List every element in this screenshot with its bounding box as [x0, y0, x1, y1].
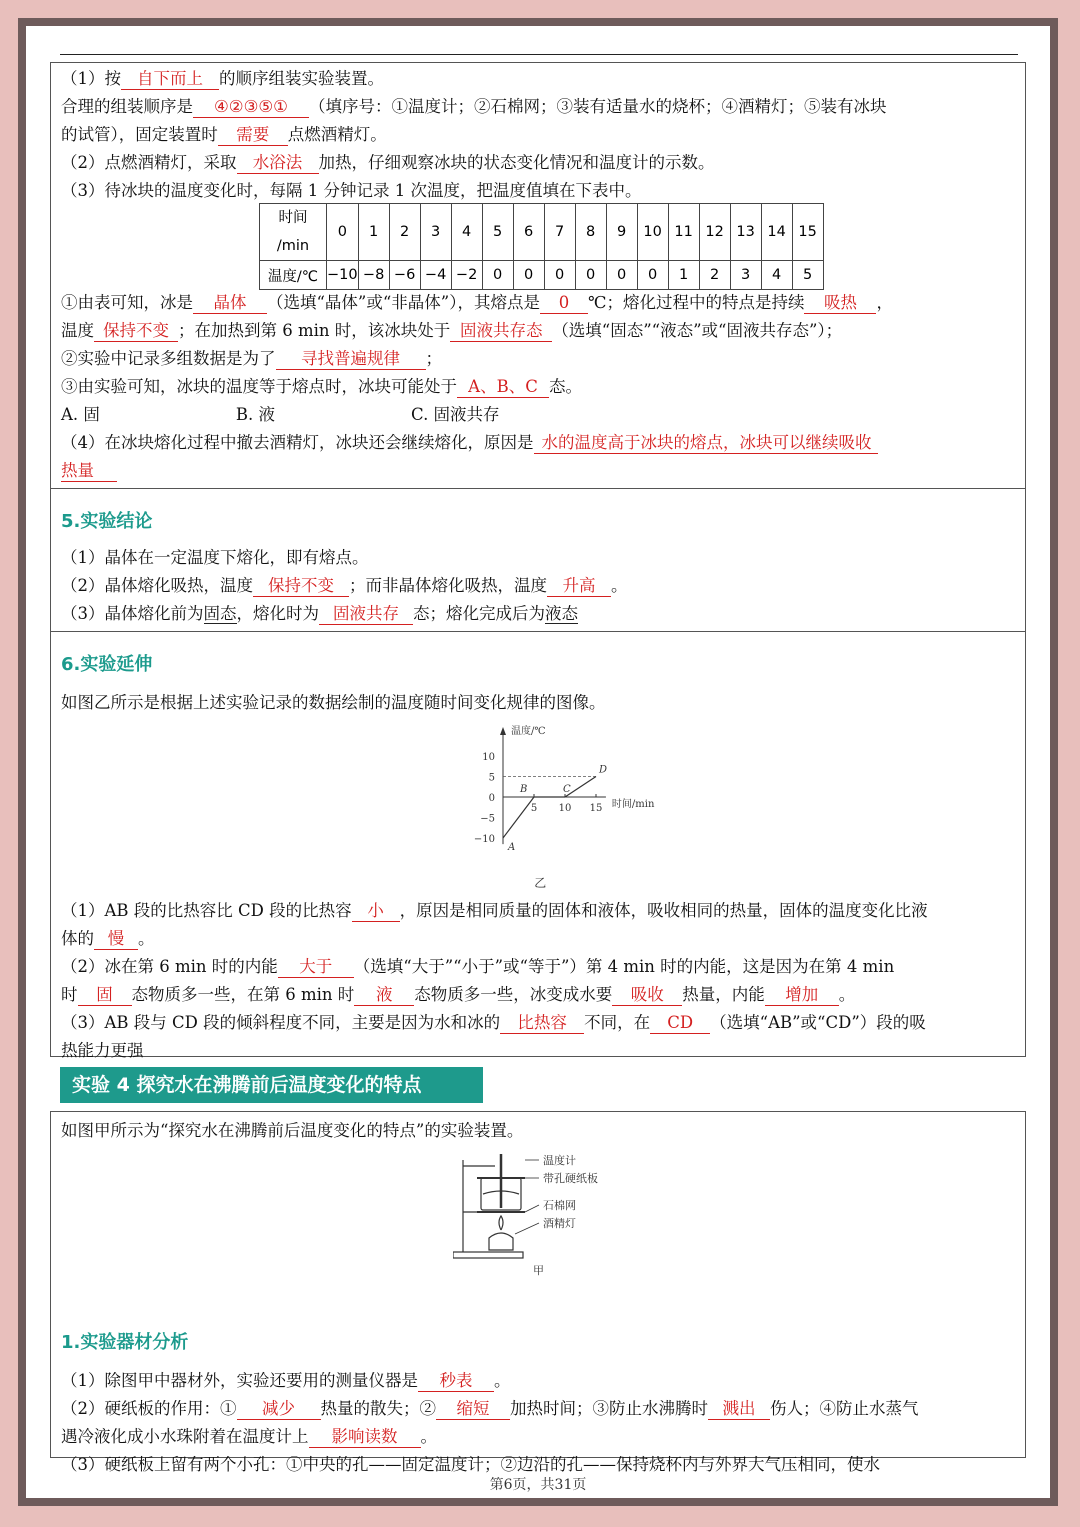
x-tick-label: 5	[530, 803, 538, 814]
time-cell: 11	[668, 204, 699, 261]
step-3-line	[61, 180, 641, 202]
answer: 自下而上	[121, 69, 219, 90]
conclusion-1: （1）晶体在一定温度下熔化，即有熔点。	[61, 548, 369, 567]
ext-q2-2	[61, 984, 855, 1006]
text: 。	[611, 576, 628, 595]
time-cell: 9	[606, 204, 637, 261]
label-thermometer: 温度计	[543, 1154, 576, 1167]
ext-q1-2	[61, 928, 155, 950]
option-b: B. 液	[235, 405, 276, 424]
text: 温度	[61, 321, 94, 340]
text: （选填“AB”或“CD”）段的吸	[710, 1013, 926, 1032]
header-rule	[60, 54, 1018, 55]
answer: 晶体	[193, 293, 267, 314]
temp-cell: 3	[730, 261, 761, 290]
time-cell: 7	[544, 204, 575, 261]
y-tick-label: 0	[488, 793, 495, 804]
text: （2）冰在第 6 min 时的内能	[61, 957, 278, 976]
text: ；而非晶体熔化吸热，温度	[349, 576, 547, 595]
point-label: A	[508, 842, 516, 853]
text: 不同，在	[584, 1013, 651, 1032]
answer: 大于	[278, 957, 354, 978]
text: 合理的组装顺序是	[61, 97, 193, 116]
y-tick-label: 5	[488, 772, 495, 784]
answer: ④②③⑤①	[193, 97, 309, 118]
answer: 慢	[94, 929, 138, 950]
figure-caption: 甲	[533, 1264, 544, 1277]
section-title: 1.实验器材分析	[61, 1332, 189, 1353]
time-cell: 10	[637, 204, 668, 261]
answer: 减少	[237, 1399, 321, 1420]
time-cell: 13	[730, 204, 761, 261]
text: （1）除图甲中器材外，实验还要用的测量仪器是	[61, 1371, 418, 1390]
chart-marks	[503, 765, 607, 891]
temp-cell: −2	[451, 261, 482, 290]
text: ，原因是相同质量的固体和液体，吸收相同的热量，固体的温度变化比液	[399, 901, 928, 920]
y-axis-label: 温度/℃	[511, 726, 546, 737]
answer: 固液共存	[319, 604, 413, 625]
text: 态。	[549, 377, 582, 396]
time-cell: 6	[513, 204, 544, 261]
text: 态物质多一些，在第 6 min 时	[131, 985, 355, 1004]
time-row	[260, 204, 824, 261]
text: 点燃酒精灯。	[287, 125, 387, 144]
temp-row	[260, 261, 824, 290]
experiment-steps-box	[50, 62, 1026, 489]
text: 。	[838, 985, 856, 1004]
answer: 固	[78, 985, 132, 1006]
temp-cell: −8	[358, 261, 389, 290]
option-c: C. 固液共存	[411, 405, 500, 424]
answer: 保持不变	[253, 576, 349, 597]
x-tick-label: 15	[589, 803, 603, 814]
text: （选填“大于”“小于”或“等于”）第 4 min 时的内能，这是因为在第 4 min	[353, 957, 895, 976]
underlined: 固态	[203, 604, 237, 623]
intro-text: 如图乙所示是根据上述实验记录的数据绘制的温度随时间变化规律的图像。	[61, 693, 606, 712]
section-title: 6.实验延伸	[61, 654, 153, 675]
text: 态物质多一些，冰变成水要	[414, 985, 613, 1004]
text: 遇冷液化成小水珠附着在温度计上	[61, 1427, 309, 1446]
text: （2）点燃酒精灯，采取	[61, 153, 237, 172]
text: ；在加热到第 6 min 时，该冰块处于	[178, 321, 451, 340]
text: 热量，内能	[682, 985, 765, 1004]
answer: 溅出	[708, 1399, 770, 1420]
temp-cell: −4	[420, 261, 451, 290]
time-cell: 5	[482, 204, 513, 261]
q1-line	[61, 292, 893, 314]
answer: 小	[352, 901, 400, 922]
text: ，	[876, 293, 893, 312]
y-tick-label: −5	[480, 813, 495, 825]
flame	[499, 1216, 503, 1230]
answer: 比热容	[500, 1013, 584, 1034]
text: （2）硬纸板的作用：①	[61, 1399, 237, 1418]
text: ，熔化时为	[236, 604, 319, 623]
answer: 吸收	[612, 985, 682, 1006]
temp-cell: −10	[327, 261, 359, 290]
text: （2）晶体熔化吸热，温度	[61, 576, 253, 595]
time-cell: 12	[699, 204, 730, 261]
text: 态；熔化完成后为	[413, 604, 545, 623]
text: ①由表可知，冰是	[61, 293, 193, 312]
y-tick-label: 10	[482, 752, 495, 763]
point-label: C	[563, 784, 571, 795]
alcohol-lamp	[489, 1233, 513, 1250]
extension-box	[50, 631, 1026, 1060]
text: （填序号：①温度计；②石棉网；③装有适量水的烧杯；④酒精灯；⑤装有冰块	[309, 97, 887, 116]
temp-cell: 0	[606, 261, 637, 290]
q4-line	[61, 432, 878, 454]
temp-cell: 2	[699, 261, 730, 290]
text: 体的	[61, 929, 94, 948]
equip-q2	[61, 1398, 919, 1420]
answer: 吸热	[804, 293, 876, 314]
chart-caption: 乙	[534, 876, 547, 890]
time-label: 时间	[278, 210, 308, 226]
min-label: /min	[276, 238, 310, 254]
answer: 固液共存态	[450, 321, 552, 342]
temp-cell: 0	[575, 261, 606, 290]
underlined: 液态	[545, 604, 578, 623]
x-axis-label: 时间/min	[611, 799, 655, 810]
time-cell: 0	[327, 204, 359, 261]
answer: 升高	[547, 576, 611, 597]
answer: 需要	[218, 125, 288, 146]
equip-q1	[61, 1370, 511, 1392]
option-a: A. 固	[61, 405, 100, 424]
options-line	[61, 404, 500, 426]
series-segment	[503, 797, 534, 838]
stand-base	[453, 1252, 523, 1258]
step-1-line	[61, 68, 384, 90]
intro-text: 如图甲所示为“探究水在沸腾前后温度变化的特点”的实验装置。	[61, 1121, 524, 1140]
ext-q1	[61, 900, 928, 922]
text: 。	[420, 1427, 437, 1446]
answer: A、B、C	[457, 377, 549, 398]
text: 加热时间；③防止水沸腾时	[510, 1399, 708, 1418]
temp-header: 温度/℃	[260, 261, 327, 290]
temp-cell: 0	[637, 261, 668, 290]
step-order-line	[61, 96, 887, 118]
temperature-time-chart	[411, 722, 671, 892]
text: （3）待冰块的温度变化时，每隔 1 分钟记录 1 次温度，把温度值填在下表中。	[61, 181, 642, 200]
text: 。	[138, 929, 155, 948]
text: 的顺序组装实验装置。	[219, 69, 384, 88]
time-cell: 15	[792, 204, 823, 261]
temp-cell: 0	[482, 261, 513, 290]
q2-line	[61, 348, 442, 370]
answer: 缩短	[436, 1399, 510, 1420]
ext-q3-2: 热能力更强	[61, 1041, 144, 1060]
point-label: B	[520, 784, 528, 795]
conclusion-2	[61, 575, 628, 597]
text: （1）按	[61, 69, 121, 88]
answer: 液	[354, 985, 414, 1006]
text: ；	[425, 349, 442, 368]
text: （3）AB 段与 CD 段的倾斜程度不同，主要是因为水和冰的	[61, 1013, 501, 1032]
text: ②实验中记录多组数据是为了	[61, 349, 276, 368]
point-label: D	[599, 764, 608, 776]
q3-line	[61, 376, 582, 398]
page-footer: 第6页，共31页	[489, 1477, 587, 1493]
leader-lamp	[515, 1223, 539, 1234]
answer: CD	[650, 1013, 710, 1034]
step-2-line	[61, 152, 715, 174]
text: ℃；熔化过程中的特点是持续	[588, 293, 805, 312]
temp-cell: 0	[544, 261, 575, 290]
text: （选填“固态”“液态”或“固液共存态”）；	[552, 321, 843, 340]
page	[26, 26, 1050, 1498]
leader-gauze	[525, 1205, 539, 1212]
boiling-apparatus-figure	[453, 1150, 653, 1280]
text: ③由实验可知，冰块的温度等于熔点时，冰块可能处于	[61, 377, 457, 396]
temp-cell: 4	[761, 261, 792, 290]
time-cell: 2	[389, 204, 420, 261]
temperature-table	[259, 203, 824, 290]
answer: 水的温度高于冰块的熔点，冰块可以继续吸收	[534, 433, 878, 454]
temp-cell: −6	[389, 261, 420, 290]
temp-cell: 1	[668, 261, 699, 290]
y-tick-label: −10	[473, 834, 495, 845]
step-fix-line	[61, 124, 387, 146]
text: 伤人；④防止水蒸气	[770, 1399, 919, 1418]
text: （1）AB 段的比热容比 CD 段的比热容	[61, 901, 352, 920]
time-cell: 4	[451, 204, 482, 261]
experiment-4-banner: 实验 4 探究水在沸腾前后温度变化的特点	[60, 1067, 483, 1103]
text: （4）在冰块熔化过程中撤去酒精灯，冰块还会继续熔化，原因是	[61, 433, 534, 452]
label-cardboard: 带孔硬纸板	[543, 1172, 598, 1185]
answer: 秒表	[418, 1371, 494, 1392]
answer: 寻找普遍规律	[276, 349, 426, 370]
x-tick-label: 10	[558, 803, 572, 814]
text: 热量的散失；②	[320, 1399, 436, 1418]
y-axis-arrow	[500, 727, 506, 735]
equip-q3: （3）硬纸板上留有两个小孔：①中央的孔——固定温度计；②边沿的孔——保持烧杯内与外界大气压相同，使水	[61, 1455, 880, 1474]
temp-cell: 0	[513, 261, 544, 290]
time-header	[260, 204, 327, 261]
label-gauze: 石棉网	[543, 1199, 576, 1212]
q4-line-2	[61, 460, 117, 482]
text: 的试管），固定装置时	[61, 125, 218, 144]
answer: 影响读数	[309, 1427, 421, 1448]
text: （3）晶体熔化前为	[61, 604, 204, 623]
answer: 增加	[765, 985, 839, 1006]
time-cell: 3	[420, 204, 451, 261]
q1-line-2	[61, 320, 842, 342]
text: （选填“晶体”或“非晶体”），其熔点是	[267, 293, 540, 312]
experiment-4-box	[50, 1111, 1026, 1474]
conclusion-3	[61, 603, 578, 625]
time-cell: 8	[575, 204, 606, 261]
answer: 水浴法	[237, 153, 319, 174]
time-cell: 1	[358, 204, 389, 261]
temp-cell: 5	[792, 261, 823, 290]
label-lamp: 酒精灯	[543, 1217, 576, 1230]
section-title: 5.实验结论	[61, 511, 153, 532]
conclusion-box	[50, 488, 1026, 632]
answer: 热量	[61, 461, 117, 482]
text: 加热，仔细观察冰块的状态变化情况和温度计的示数。	[318, 153, 715, 172]
text: 。	[494, 1371, 511, 1390]
equip-q2-2	[61, 1426, 437, 1448]
ext-q3	[61, 1012, 926, 1034]
answer: 保持不变	[94, 321, 178, 342]
ext-q2	[61, 956, 894, 978]
answer: 0	[540, 293, 588, 314]
time-cell: 14	[761, 204, 792, 261]
text: 时	[61, 985, 78, 1004]
